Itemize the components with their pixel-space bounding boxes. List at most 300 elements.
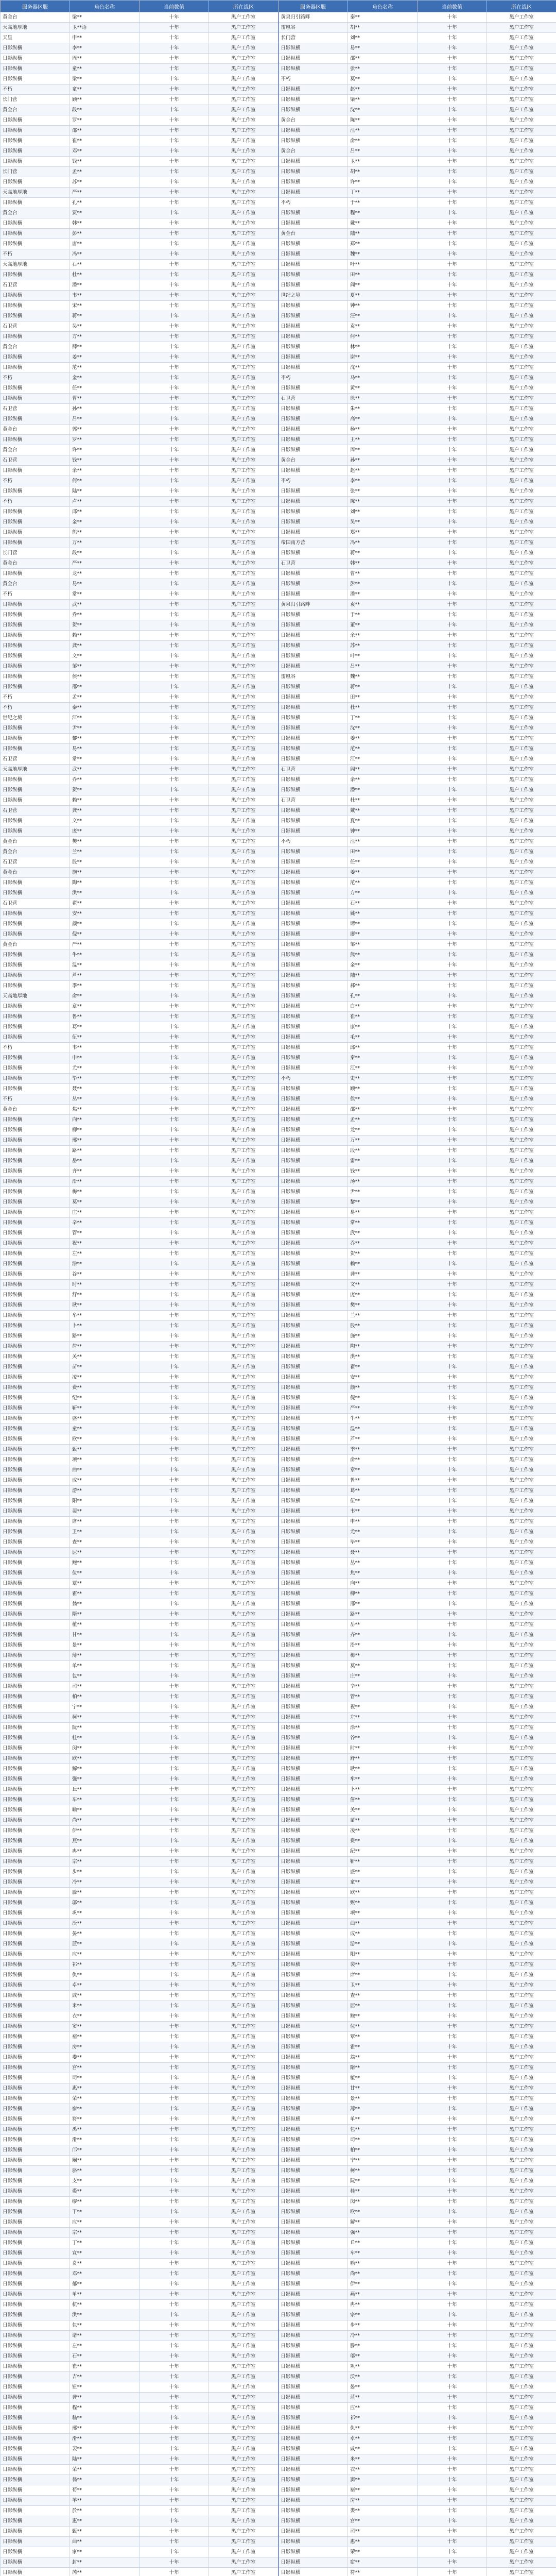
cell-server-2: 日影纵横	[279, 528, 348, 538]
cell-server-2: 日影纵横	[279, 136, 348, 146]
table-row	[1, 2485, 556, 2496]
cell-role: 乔**	[70, 610, 140, 620]
cell-value: 十年	[140, 960, 209, 971]
cell-server-2: 黄泉归引路畔	[279, 12, 348, 23]
cell-value: 十年	[140, 1403, 209, 1414]
table-row	[1, 785, 556, 795]
cell-value: 十年	[140, 1651, 209, 1661]
cell-zone: 黑户工作室	[209, 899, 279, 909]
cell-role-2: 项**	[348, 1908, 418, 1919]
table-row	[1, 2063, 556, 2073]
cell-value-2: 十年	[418, 1032, 487, 1043]
cell-server-2: 日影纵横	[279, 404, 348, 414]
cell-zone: 黑户工作室	[209, 1836, 279, 1846]
cell-value: 十年	[140, 1857, 209, 1867]
cell-server: 日影纵横	[1, 1589, 70, 1599]
cell-role: 米**	[70, 2001, 140, 2011]
cell-role: 柏**	[70, 1692, 140, 1702]
cell-server-2: 日影纵横	[279, 2372, 348, 2382]
cell-server: 日影纵横	[1, 218, 70, 229]
cell-server: 日影纵横	[1, 2475, 70, 2485]
cell-zone: 黑户工作室	[209, 1115, 279, 1125]
cell-value-2: 十年	[418, 641, 487, 651]
cell-server-2: 日影纵横	[279, 816, 348, 826]
cell-value-2: 十年	[418, 1537, 487, 1548]
table-row	[1, 342, 556, 352]
cell-role-2: 翟**	[348, 1362, 418, 1372]
cell-value-2: 十年	[418, 682, 487, 692]
cell-role: 严**	[70, 940, 140, 950]
cell-zone: 黑户工作室	[209, 167, 279, 177]
cell-zone: 黑户工作室	[209, 2351, 279, 2362]
cell-role-2: 潘**	[348, 785, 418, 795]
table-row	[1, 1105, 556, 1115]
cell-server-2: 日影纵横	[279, 1517, 348, 1527]
cell-zone-2: 黑户工作室	[487, 1723, 556, 1733]
cell-value-2: 十年	[418, 2042, 487, 2053]
cell-value: 十年	[140, 1445, 209, 1455]
cell-server: 日影纵横	[1, 1290, 70, 1300]
cell-zone: 黑户工作室	[209, 1661, 279, 1671]
cell-server: 不朽	[1, 497, 70, 507]
cell-value: 十年	[140, 1166, 209, 1177]
table-row	[1, 1692, 556, 1702]
cell-zone-2: 黑户工作室	[487, 1867, 556, 1877]
cell-role-2: 欧**	[348, 1888, 418, 1898]
cell-value-2: 十年	[418, 1785, 487, 1795]
cell-zone-2: 黑户工作室	[487, 2351, 556, 2362]
cell-server-2: 日影纵横	[279, 981, 348, 991]
cell-server-2: 日影纵横	[279, 589, 348, 600]
table-row	[1, 1846, 556, 1857]
table-row	[1, 1527, 556, 1537]
cell-value-2: 十年	[418, 826, 487, 837]
table-row	[1, 2506, 556, 2516]
cell-value-2: 十年	[418, 558, 487, 569]
cell-value-2: 十年	[418, 229, 487, 239]
cell-zone-2: 黑户工作室	[487, 1713, 556, 1723]
cell-zone-2: 黑户工作室	[487, 1733, 556, 1743]
cell-zone-2: 黑户工作室	[487, 373, 556, 383]
cell-value: 十年	[140, 2217, 209, 2228]
table-row	[1, 1640, 556, 1651]
cell-zone-2: 黑户工作室	[487, 878, 556, 888]
cell-value-2: 十年	[418, 795, 487, 806]
cell-value-2: 十年	[418, 1249, 487, 1259]
cell-role: 邢**	[70, 2424, 140, 2434]
cell-zone-2: 黑户工作室	[487, 2032, 556, 2042]
cell-server-2: 日影纵横	[279, 1764, 348, 1774]
cell-zone: 黑户工作室	[209, 95, 279, 105]
cell-zone: 黑户工作室	[209, 435, 279, 445]
cell-role: 严**	[70, 188, 140, 198]
cell-server: 长门营	[1, 95, 70, 105]
cell-role-2: 汪**	[348, 126, 418, 136]
cell-server: 日影纵横	[1, 971, 70, 981]
cell-server-2: 日影纵横	[279, 754, 348, 765]
cell-server: 日影纵横	[1, 1929, 70, 1939]
cell-server: 日影纵横	[1, 2403, 70, 2413]
cell-value: 十年	[140, 600, 209, 610]
cell-server: 日影纵横	[1, 1177, 70, 1187]
cell-server-2: 日影纵横	[279, 486, 348, 497]
cell-value: 十年	[140, 991, 209, 1002]
table-row	[1, 1496, 556, 1506]
table-row	[1, 651, 556, 662]
table-row	[1, 950, 556, 960]
cell-zone-2: 黑户工作室	[487, 497, 556, 507]
table-row	[1, 497, 556, 507]
cell-role-2: 夏**	[348, 291, 418, 301]
cell-zone-2: 黑户工作室	[487, 857, 556, 868]
cell-role: 项**	[70, 1455, 140, 1465]
cell-server: 日影纵横	[1, 909, 70, 919]
cell-server: 日影纵横	[1, 620, 70, 631]
cell-server: 天高地厚地	[1, 765, 70, 775]
table-row	[1, 54, 556, 64]
cell-role-2: 沃**	[348, 2372, 418, 2382]
cell-value-2: 十年	[418, 311, 487, 321]
table-row	[1, 1950, 556, 1960]
cell-zone-2: 黑户工作室	[487, 2259, 556, 2269]
cell-zone: 黑户工作室	[209, 2290, 279, 2300]
cell-zone-2: 黑户工作室	[487, 455, 556, 466]
cell-role: 包**	[70, 2320, 140, 2331]
cell-zone: 黑户工作室	[209, 301, 279, 311]
cell-server: 日影纵横	[1, 2248, 70, 2259]
cell-server-2: 日影纵横	[279, 734, 348, 744]
cell-role: 童**	[70, 84, 140, 95]
cell-zone-2: 黑户工作室	[487, 2001, 556, 2011]
cell-value: 十年	[140, 2290, 209, 2300]
cell-role-2: 袁**	[348, 321, 418, 332]
cell-role-2: 康**	[348, 1022, 418, 1032]
cell-server-2: 日影纵横	[279, 1733, 348, 1743]
cell-server: 日影纵横	[1, 2269, 70, 2279]
cell-server: 日影纵横	[1, 1682, 70, 1692]
cell-value: 十年	[140, 1692, 209, 1702]
cell-role-2: 姜**	[348, 734, 418, 744]
cell-server-2: 日影纵横	[279, 425, 348, 435]
cell-value: 十年	[140, 1774, 209, 1785]
cell-zone-2: 黑户工作室	[487, 1239, 556, 1249]
cell-role: 涂**	[70, 1259, 140, 1269]
cell-role-2: 卫**	[348, 157, 418, 167]
cell-value-2: 十年	[418, 816, 487, 826]
cell-value: 十年	[140, 1908, 209, 1919]
cell-server-2: 日影纵横	[279, 2269, 348, 2279]
cell-value: 十年	[140, 1465, 209, 1476]
cell-server-2: 日影纵横	[279, 2424, 348, 2434]
cell-role: 黎**	[70, 734, 140, 744]
cell-zone-2: 黑户工作室	[487, 1115, 556, 1125]
table-row	[1, 775, 556, 785]
cell-role-2: 盛**	[348, 1867, 418, 1877]
cell-zone-2: 黑户工作室	[487, 1259, 556, 1269]
cell-role-2: 强**	[348, 2228, 418, 2238]
cell-value-2: 十年	[418, 64, 487, 74]
cell-server-2: 不朽	[279, 476, 348, 486]
cell-zone-2: 黑户工作室	[487, 1032, 556, 1043]
cell-value: 十年	[140, 2032, 209, 2042]
table-row	[1, 146, 556, 157]
cell-server-2: 日影纵横	[279, 1774, 348, 1785]
cell-value-2: 十年	[418, 1579, 487, 1589]
cell-value: 十年	[140, 2465, 209, 2475]
cell-value-2: 十年	[418, 528, 487, 538]
cell-zone-2: 黑户工作室	[487, 394, 556, 404]
cell-server-2: 日影纵横	[279, 517, 348, 528]
cell-zone: 黑户工作室	[209, 1713, 279, 1723]
cell-value: 十年	[140, 1476, 209, 1486]
table-row	[1, 2207, 556, 2217]
table-row	[1, 1558, 556, 1568]
cell-value-2: 十年	[418, 1228, 487, 1239]
cell-server-2: 日影纵横	[279, 775, 348, 785]
table-body	[1, 12, 556, 2576]
cell-server: 日影纵横	[1, 1888, 70, 1898]
table-row	[1, 1836, 556, 1846]
cell-server: 石卫营	[1, 899, 70, 909]
cell-zone-2: 黑户工作室	[487, 1857, 556, 1867]
cell-server: 日影纵横	[1, 1146, 70, 1156]
cell-zone-2: 黑户工作室	[487, 888, 556, 899]
cell-zone: 黑户工作室	[209, 2331, 279, 2341]
cell-value-2: 十年	[418, 2310, 487, 2320]
cell-value: 十年	[140, 43, 209, 54]
cell-value: 十年	[140, 2176, 209, 2187]
cell-zone-2: 黑户工作室	[487, 1300, 556, 1311]
cell-role: 向**	[70, 1115, 140, 1125]
cell-zone: 黑户工作室	[209, 795, 279, 806]
cell-value-2: 十年	[418, 1280, 487, 1290]
cell-role: 周**	[70, 54, 140, 64]
cell-role: 骆**	[70, 2166, 140, 2176]
cell-value: 十年	[140, 744, 209, 754]
cell-role: 邱**	[70, 507, 140, 517]
cell-zone-2: 黑户工作室	[487, 765, 556, 775]
cell-value-2: 十年	[418, 1074, 487, 1084]
cell-server: 日影纵横	[1, 1022, 70, 1032]
cell-role: 嵇**	[70, 2413, 140, 2424]
cell-role: 武**	[70, 600, 140, 610]
cell-role: 金**	[70, 517, 140, 528]
header-cell-value: 当前数值	[140, 1, 209, 12]
cell-value: 十年	[140, 1898, 209, 1908]
cell-value: 十年	[140, 435, 209, 445]
cell-value: 十年	[140, 785, 209, 795]
cell-value: 十年	[140, 1321, 209, 1331]
cell-role: 喻**	[70, 1805, 140, 1816]
cell-zone: 黑户工作室	[209, 1476, 279, 1486]
cell-role: 家**	[70, 2547, 140, 2557]
cell-role: 祁**	[70, 1960, 140, 1970]
cell-role: 俞**	[70, 991, 140, 1002]
cell-zone: 黑户工作室	[209, 260, 279, 270]
cell-role-2: 费**	[348, 1836, 418, 1846]
cell-value-2: 十年	[418, 2516, 487, 2527]
cell-server-2: 日影纵横	[279, 2351, 348, 2362]
cell-role-2: 阳**	[348, 1950, 418, 1960]
cell-zone-2: 黑户工作室	[487, 1816, 556, 1826]
cell-value-2: 十年	[418, 744, 487, 754]
table-row	[1, 1146, 556, 1156]
cell-value-2: 十年	[418, 1084, 487, 1094]
table-row	[1, 2557, 556, 2568]
cell-value-2: 十年	[418, 1980, 487, 1991]
cell-role: 杭**	[70, 2300, 140, 2310]
table-row	[1, 1455, 556, 1465]
cell-value-2: 十年	[418, 1002, 487, 1012]
cell-zone-2: 黑户工作室	[487, 177, 556, 188]
cell-value-2: 十年	[418, 2001, 487, 2011]
cell-server-2: 黄金台	[279, 229, 348, 239]
cell-zone-2: 黑户工作室	[487, 1991, 556, 2001]
cell-zone: 黑户工作室	[209, 1682, 279, 1692]
cell-value: 十年	[140, 2022, 209, 2032]
cell-role: 孟**	[70, 167, 140, 177]
cell-server-2: 日影纵横	[279, 1898, 348, 1908]
cell-role-2: 曲**	[348, 1919, 418, 1929]
cell-zone-2: 黑户工作室	[487, 2125, 556, 2135]
cell-role-2: 曹**	[348, 569, 418, 579]
table-row	[1, 1239, 556, 1249]
cell-zone-2: 黑户工作室	[487, 1434, 556, 1445]
cell-server: 日影纵横	[1, 1640, 70, 1651]
cell-value-2: 十年	[418, 2300, 487, 2310]
cell-role: 颜**	[70, 919, 140, 929]
cell-server-2: 帝国南方营	[279, 538, 348, 548]
table-row	[1, 1599, 556, 1609]
cell-zone: 黑户工作室	[209, 2413, 279, 2424]
cell-zone: 黑户工作室	[209, 1465, 279, 1476]
cell-server: 日影纵横	[1, 1342, 70, 1352]
cell-server-2: 日影纵横	[279, 332, 348, 342]
cell-zone-2: 黑户工作室	[487, 2485, 556, 2496]
cell-server-2: 日影纵横	[279, 1599, 348, 1609]
cell-role: 支**	[70, 2176, 140, 2187]
cell-server-2: 日影纵横	[279, 1630, 348, 1640]
cell-server: 日影纵横	[1, 950, 70, 960]
cell-role: 焦**	[70, 1105, 140, 1115]
cell-server: 黄金台	[1, 445, 70, 455]
cell-zone: 黑户工作室	[209, 713, 279, 723]
cell-role-2: 郑**	[348, 528, 418, 538]
cell-value: 十年	[140, 2114, 209, 2125]
cell-zone: 黑户工作室	[209, 2403, 279, 2413]
cell-value-2: 十年	[418, 703, 487, 713]
cell-role-2: 卫**	[348, 1980, 418, 1991]
cell-value: 十年	[140, 2413, 209, 2424]
cell-value: 十年	[140, 2516, 209, 2527]
cell-role: 易**	[70, 579, 140, 589]
cell-zone-2: 黑户工作室	[487, 991, 556, 1002]
cell-server-2: 日影纵横	[279, 1208, 348, 1218]
cell-value-2: 十年	[418, 2114, 487, 2125]
cell-role-2: 李**	[348, 476, 418, 486]
cell-zone: 黑户工作室	[209, 352, 279, 363]
cell-value: 十年	[140, 1022, 209, 1032]
cell-value-2: 十年	[418, 1012, 487, 1022]
cell-zone: 黑户工作室	[209, 826, 279, 837]
cell-role: 石**	[70, 260, 140, 270]
cell-zone-2: 黑户工作室	[487, 291, 556, 301]
table-row	[1, 2279, 556, 2290]
cell-zone-2: 黑户工作室	[487, 43, 556, 54]
cell-role-2: 沿**	[348, 1640, 418, 1651]
cell-role-2: 谢**	[348, 352, 418, 363]
cell-value-2: 十年	[418, 1558, 487, 1568]
cell-zone-2: 黑户工作室	[487, 2444, 556, 2454]
table-row	[1, 33, 556, 43]
cell-value: 十年	[140, 2187, 209, 2197]
cell-value: 十年	[140, 2094, 209, 2104]
table-row	[1, 1506, 556, 1517]
cell-role: 兰**	[70, 847, 140, 857]
cell-role-2: 易**	[348, 1208, 418, 1218]
cell-server: 石卫营	[1, 857, 70, 868]
cell-zone: 黑户工作室	[209, 2063, 279, 2073]
cell-role: 龚**	[70, 641, 140, 651]
table-row	[1, 1331, 556, 1342]
cell-zone: 黑户工作室	[209, 126, 279, 136]
cell-role-2: 黎**	[348, 1197, 418, 1208]
cell-role-2: 郝**	[348, 981, 418, 991]
cell-value: 十年	[140, 2351, 209, 2362]
table-row	[1, 1084, 556, 1094]
cell-value-2: 十年	[418, 651, 487, 662]
cell-zone: 黑户工作室	[209, 703, 279, 713]
cell-value-2: 十年	[418, 1713, 487, 1723]
table-row	[1, 2465, 556, 2475]
cell-server-2: 日影纵横	[279, 1713, 348, 1723]
cell-value-2: 十年	[418, 1434, 487, 1445]
cell-value-2: 十年	[418, 208, 487, 218]
cell-value: 十年	[140, 2506, 209, 2516]
cell-server-2: 日影纵横	[279, 2362, 348, 2372]
cell-role-2: 武**	[348, 1228, 418, 1239]
cell-value-2: 十年	[418, 1733, 487, 1743]
cell-value: 十年	[140, 1826, 209, 1836]
cell-zone-2: 黑户工作室	[487, 1290, 556, 1300]
cell-server-2: 日影纵横	[279, 2382, 348, 2393]
cell-role: 宿**	[70, 2104, 140, 2114]
cell-server-2: 日影纵横	[279, 1187, 348, 1197]
cell-server: 日影纵横	[1, 2217, 70, 2228]
table-row	[1, 1043, 556, 1053]
cell-value: 十年	[140, 352, 209, 363]
cell-server: 日影纵横	[1, 414, 70, 425]
cell-zone-2: 黑户工作室	[487, 188, 556, 198]
cell-zone-2: 黑户工作室	[487, 404, 556, 414]
table-row	[1, 2228, 556, 2238]
cell-zone: 黑户工作室	[209, 1414, 279, 1424]
cell-zone-2: 黑户工作室	[487, 610, 556, 620]
cell-zone: 黑户工作室	[209, 1311, 279, 1321]
cell-role-2: 窦**	[348, 2475, 418, 2485]
cell-server-2: 日影纵横	[279, 239, 348, 249]
cell-value: 十年	[140, 682, 209, 692]
cell-zone: 黑户工作室	[209, 2496, 279, 2506]
cell-server-2: 日影纵横	[279, 1960, 348, 1970]
table-row	[1, 1228, 556, 1239]
table-row	[1, 2176, 556, 2187]
cell-zone: 黑户工作室	[209, 2465, 279, 2475]
table-row	[1, 2496, 556, 2506]
cell-value: 十年	[140, 631, 209, 641]
cell-value: 十年	[140, 1177, 209, 1187]
cell-zone: 黑户工作室	[209, 1125, 279, 1136]
